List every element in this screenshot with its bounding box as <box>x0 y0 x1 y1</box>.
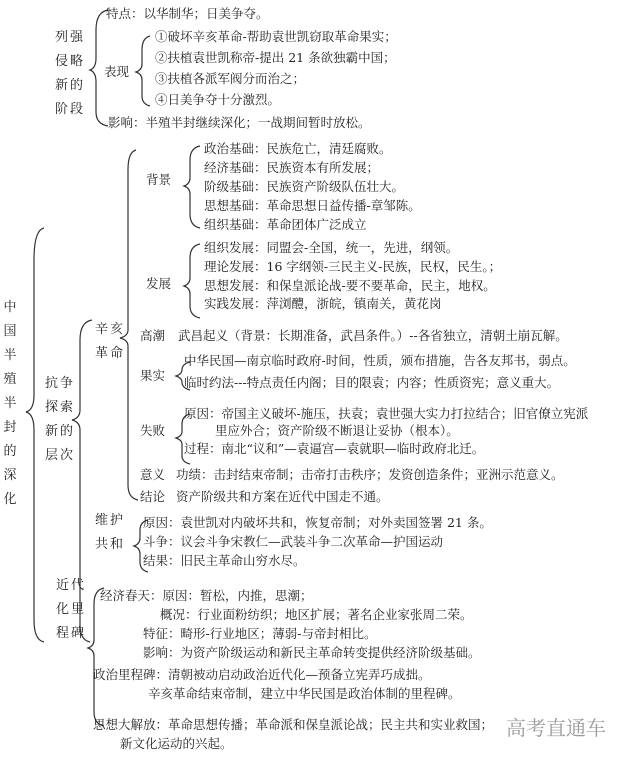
weihu-item: 结果：旧民主革命山穷水尽。 <box>143 553 306 568</box>
s1-yingxiang: 影响：半殖半封继续深化；一战期间暂时放松。 <box>108 115 371 130</box>
zhengzhi-item: 政治里程碑：清朝被动启动政治近代化—预备立宪弄巧成拙。 <box>93 667 431 682</box>
s1-tedian: 特点：以华制华；日美争夺。 <box>106 6 269 21</box>
beijing-item: 阶级基础：民族资产阶级队伍壮大。 <box>204 179 405 194</box>
beijing-brace <box>184 146 200 228</box>
s1-biaoxian-item: ①破坏辛亥革命-帮助袁世凯窃取革命果实； <box>155 29 397 44</box>
yiyi-text: 功绩：击封结束帝制；击帝打击秩序；发资创造条件；亚洲示范意义。 <box>176 467 564 482</box>
jingji-item: 特征：畸形-行业地区；薄弱-与帝封相比。 <box>143 626 377 641</box>
yiyi-label: 意义 <box>140 467 166 482</box>
s1-biaoxian-item: ④日美争夺十分激烈。 <box>155 92 281 107</box>
weihu-label: 维护共和 <box>95 513 126 552</box>
fazhan-item: 组织发展：同盟会-全国，统一，先进，纲领。 <box>204 240 459 255</box>
jielun-text: 资产阶级共和方案在近代中国走不通。 <box>176 489 389 504</box>
shibai-item: 过程：南北“议和”—袁逼宫—袁就职—临时政府北迁。 <box>184 441 485 456</box>
jingji-item: 影响：为资产阶级运动和新民主革命转变提供经济阶级基础。 <box>143 645 481 660</box>
s1-biaoxian-label: 表现 <box>104 64 130 79</box>
gaochao-text: 武昌起义（背景：长期准备，武昌条件。）--各省独立，清朝土崩瓦解。 <box>178 328 568 343</box>
jingji-item: 概况：行业面粉纺织；地区扩展；著名企业家张周二荣。 <box>160 607 473 622</box>
zhengzhi-item: 辛亥革命结束帝制，建立中华民国是政治体制的里程碑。 <box>148 686 461 701</box>
weihu-item: 斗争：议会斗争宋教仁—武装斗争二次革命—护国运动 <box>143 534 444 549</box>
jindai-brace <box>88 588 104 726</box>
beijing-label: 背景 <box>146 172 172 187</box>
xinhai-label: 辛亥革命 <box>95 322 126 361</box>
beijing-item: 组织基础：革命团体广泛成立 <box>204 217 367 232</box>
fazhan-label: 发展 <box>146 276 172 291</box>
fazhan-item: 思想发展：和保皇派论战-要不要革命，民主，地权。 <box>204 278 496 293</box>
s1-biaoxian-item: ②扶植袁世凯称帝-提出 21 条欲独霸中国； <box>155 50 396 65</box>
s1-biaoxian-item: ③扶植各派军阀分而治之； <box>155 71 306 86</box>
guoshi-item: 中华民国—南京临时政府-时间，性质，颁布措施，告各友邦书，弱点。 <box>184 353 576 368</box>
gaochao-label: 高潮 <box>140 328 166 343</box>
sixiang-item: 新文化运动的兴起。 <box>120 736 233 751</box>
weihu-item: 原因：袁世凯对内破坏共和，恢复帝制；对外卖国签署 21 条。 <box>143 515 492 530</box>
root-title: 中国半殖半封的深化 <box>3 300 17 507</box>
beijing-item: 政治基础：民族危亡，清廷腐败。 <box>204 141 392 156</box>
fazhan-brace <box>184 244 200 318</box>
guoshi-label: 果实 <box>140 368 166 383</box>
beijing-item: 思想基础：革命思想日益传播-章邹陈。 <box>204 198 421 213</box>
jindai-label: 近代化里程碑 <box>56 578 87 641</box>
fazhan-item: 理论发展：16 字纲领-三民主义-民族，民权，民生。； <box>204 259 502 274</box>
s2-title: 抗争探索新的层次 <box>45 376 76 463</box>
shibai-item: 里应外合；资产阶级不断退让妥协（根本）。 <box>215 423 459 438</box>
beijing-item: 经济基础：民族资本有所发展； <box>204 160 380 175</box>
watermark: 高考直通车 <box>506 716 606 740</box>
shibai-item: 原因：帝国主义破坏-施压，扶袁；袁世强大实力打拉结合；旧官僚立宪派 <box>184 406 589 421</box>
fazhan-item: 实践发展：萍浏醴，浙皖，镇南关，黄花岗 <box>204 296 442 311</box>
guoshi-item: 临时约法---特点责任内阁；目的限袁；内容；性质资宪；意义重大。 <box>184 375 560 390</box>
shibai-label: 失败 <box>140 423 166 438</box>
s1-title: 列强侵略新的阶段 <box>55 30 86 117</box>
biaoxian-brace <box>136 36 150 106</box>
sixiang-item: 思想大解放：革命思想传播；革命派和保皇派论战；民主共和实业救国； <box>93 717 494 732</box>
root-brace <box>26 228 44 642</box>
jingji-item: 经济春天：原因：暂松，内推，思潮； <box>100 588 313 603</box>
jielun-label: 结论 <box>140 489 166 504</box>
